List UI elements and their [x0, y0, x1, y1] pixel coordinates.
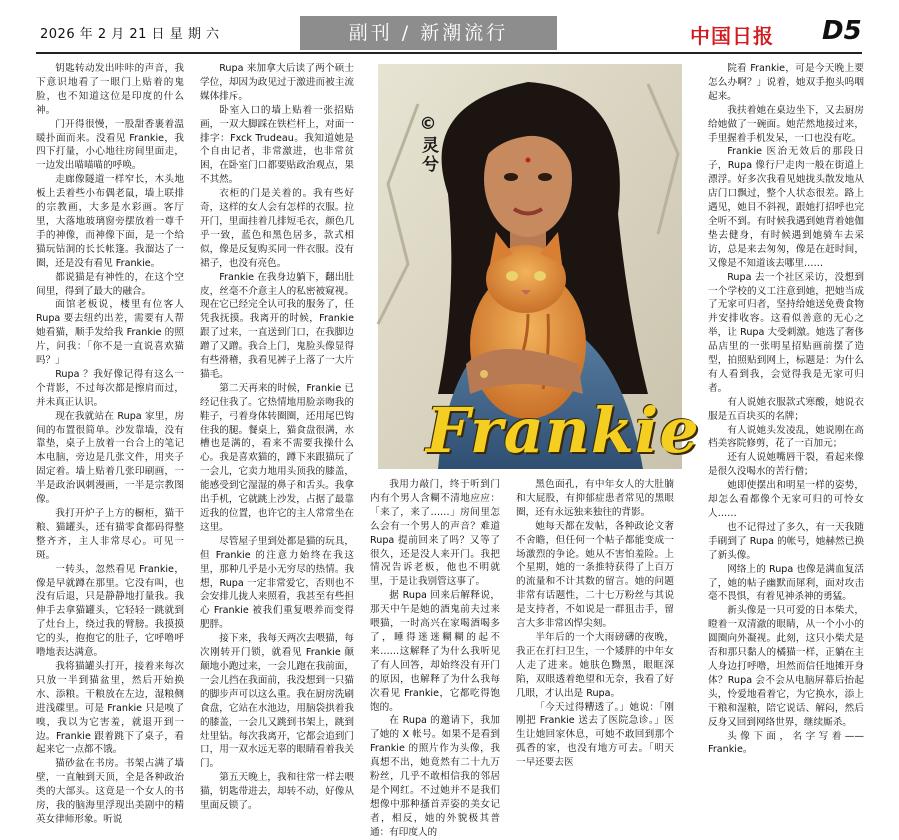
paragraph: 现在我就站在 Rupa 家里，房间的布置很简单。沙发靠墙，没有靠垫，桌子上放着一台合上的笔记本电脑，旁边是几张文件，用夹子固定着。墙上贴着几张印刷画，一半是政治讽刺漫画，一半是宗教图像。	[36, 410, 184, 506]
paragraph: 新头像是一只可爱的日本柴犬，瞪着一双清澈的眼睛，从一个小小的圆圈向外凝视。此刻，这只小柴犬是否和那只黏人的橘猫一样，正躺在主人身边打呼噜，坦然而信任地摊开身体？Rupa 会不会从电脑屏幕后抬起头，怜爱地看着它，为它换水，添上干粮和湿粮，陪它说话、解闷，然后反身又回到网络世界，继续厮杀。	[708, 605, 864, 728]
paragraph: Frankie 医治无效后的那段日子，Rupa 像行尸走肉一般在街道上漂浮。好多次我看见她拢头散发地从店门口飘过，整个人状态很差。路上遇见，她目不斜视，跟她打招呼也完全听不到。有时候我遇到她背着她伽垫去健身，有时候遇到她骑车去采访，总是来去匆匆，像是在赶时间，又像是不知道该去哪里……	[708, 146, 864, 269]
article-column-3	[370, 478, 500, 838]
paragraph: 有人说她头发凌乱，她说刚在高档美容院修剪，花了一百加元；	[708, 424, 864, 450]
paragraph: 有人说她衣服款式寒酸，她说衣服是五百块买的名牌；	[708, 396, 864, 422]
article-column-1	[36, 62, 184, 825]
paragraph: Rupa 来加拿大后读了两个硕士学位，却因为政见过于激进而被主流媒体排斥。	[200, 63, 354, 102]
paragraph: 门开得很慢，一股甜香裹着温暖扑面而来。没看见 Frankie，我四下打量，小心地往房间里面走，一边发出喵喵喵的呼唤。	[36, 118, 184, 172]
paragraph: Frankie 在我身边躺下，翻出肚皮，丝毫不介意主人的私密被窥视。现在它已经完全认可我的服务了，任凭我抚摸。我离开的时候，Frankie 跟了过来，一直送到门口，在我脚边蹭了又蹭。我合上门，鬼脸头像显得有些滑稽，我看见裤子上落了一大片猫毛。	[200, 271, 354, 380]
artist-credit: ©灵兮	[418, 114, 438, 174]
paragraph: 她即使摆出和明星一样的姿势，却怎么看都像个无家可归的可怜女人……	[708, 480, 864, 519]
paragraph: 网络上的 Rupa 也像是满血复活了，她的帖子幽默而犀利，面对攻击毫不畏惧，有着见神杀神的勇猛。	[708, 563, 864, 603]
paragraph: 黑色面孔，有中年女人的大肚腩和大屁股，有抑郁症患者常见的黑眼圈，还有永远独来独往的背影。	[516, 479, 674, 518]
paragraph: 接下来，我每天两次去喂猫，每次刚转开门锁，就看见 Frankie 颠颠地小跑过来，一会儿跑在我前面，一会儿挡在我面前，我没想到一只猫的脚步声可以这么重。我在厨房洗刷食盘，它站在水池边，用脑袋拱着我的膝盖，一会儿又跳到书架上，跳到灶里钻。每次我离开，它都会追到门口，用一双水远无辜的眼睛看着我关门。	[200, 633, 354, 770]
paragraph: 在 Rupa 的邀请下，我加了她的 X 帐号。如果不是看到 Frankie 的照片作为头像，我真想不出，她竟然有二十九万粉丝，几乎不敢相信我的邻居是个网红。不过她并不是我们想像中那种搔首弄姿的美女记者，相反，她的外貌极其普通：有印度人的	[370, 715, 500, 838]
paragraph: 走廊像隧道一样窄长，木头地板上丢着些小布偶老鼠，墙上联排的宗教画，大多是水彩画。客厅里，大落地玻璃窗旁摆放着一尊千手的神像，而神像下面，是一个给猫玩钻洞的长长帐篷。我溜达了一圈，还是没有看见 Frankie。	[36, 174, 184, 269]
paragraph: 面馆老板说，楼里有位客人 Rupa 要去纽约出差，需要有人帮她看猫，顺手发给我 Frankie 的照片，问我：「你不是一直说喜欢猫吗？」	[36, 299, 184, 367]
article-column-4	[516, 478, 674, 807]
paragraph: 据 Rupa 回来后解释说，那天中午是她的酒鬼前夫过来喂猫，一时高兴在家喝酒喝多了，睡得迷迷糊糊的起不来……这解释了为什么我听见了有人回答，却始终没有开门的原因，也解释了为什么我每次看见 Frankie，它都吃得饱饱的。	[370, 590, 500, 713]
page-number: D5	[822, 16, 862, 46]
header-rule	[36, 52, 862, 54]
paragraph: 卧室入口的墙上贴着一张招贴画，一双大脚踩在铁栏杆上，对面一排字：Fxck Trudeau。我知道她是个自由记者，非常激进，也非常贫困，在卧室门口都要贴政治观点，果不其然。	[200, 104, 354, 186]
paragraph: Rupa ？我好像记得有这么一个背影，不过每次都是擦肩而过，并未真正认识。	[36, 368, 184, 408]
paragraph: 我打开炉子上方的橱柜，猫干粮、猫罐头，还有猫零食都码得整整齐齐，主人非常尽心。可见一斑。	[36, 508, 184, 561]
paragraph: 第二天再来的时候，Frankie 已经记住我了。它热情地用脸亲吻我的鞋子，弓着身体转圈圈，还用尾巴钩住我的腿。餐桌上，猫食盘很满，水槽也是满的，看来不需要我操什么心。我是喜欢猫的，蹲下来跟猫玩了一会儿，它卖力地用头顶我的膝盖，能感受到它湿湿的鼻子和舌头。我拿出手机，它就跳上沙发，占据了最靠近我的位置，也许它的主人常常坐在这里。	[200, 382, 354, 533]
paragraph: 猫砂盆在书房。书架占满了墙壁，一直触到天顶，全是各种政治类的大部头。这竟是一个女人的书房，我的脑海里浮现出美剧中的精英女律师形象。听说	[36, 758, 184, 825]
paragraph: 我扶着她在桌边坐下，又去厨房给她做了一碗面。她茫然地接过来，手里握着手机发呆，一口也没有吃。	[708, 104, 864, 144]
paragraph: 衣柜的门是关着的。我有些好奇，这样的女人会有怎样的衣服。拉开门，里面挂着几排短毛衣，颜色几乎一致，蓝色和黑色居多，款式相似，像是反复购买同一件衣服。没有裙子，也没有亮色。	[200, 188, 354, 269]
paragraph: 头像下面，名字写着——Frankie。	[708, 730, 864, 756]
paragraph: 她每天都在发帖，各种政论文奢不舍瞻，但任何一个帖子都能变成一场激烈的争论。她从不害怕羞险。上个星期，她的一条推特获得了上百万的流量和不计其数的留言。她的问题非常有话题性，二十七万粉丝与其说是支持者，不如说是一群狙击手，留言大多非常凶悍尖刻。	[516, 520, 674, 630]
paragraph: 也不记得过了多久，有一天我随手刷到了 Rupa 的帐号，她赫然已换了新头像。	[708, 521, 864, 561]
paragraph: 第五天晚上，我和往常一样去喂猫，钥匙带进去，却转不动，好像从里面反锁了。	[200, 772, 354, 812]
paragraph: 我用力敲门，终于听到门内有个男人含糊不清地应应：「来了，来了……」房间里怎么会有一个男人的声音？难道 Rupa 提前回来了吗？又等了很久，还是没人来开门。我把情况告诉老板，他也不明就里，于是让我别管这事了。	[370, 479, 500, 588]
page-header	[0, 0, 899, 50]
issue-date: 2026 年 2 月 21 日 星 期 六	[40, 27, 220, 42]
paragraph: 「今天过得糟透了。」她说：「刚刚把 Frankie 送去了医院急诊。」医生让她回家休息，可她不敢回到那个孤香的家，也没有地方可去。「明天一早还要去医	[516, 701, 674, 769]
article-column-5	[708, 62, 864, 807]
paragraph: 我将猫罐头打开，接着来每次只放一半到猫盆里，然后开始换水、添粮。干粮放在左边，湿粮侧进浅碟里。可是 Frankie 只是嗅了嗅，我以为它害羞，就退开到一边。Frankie 跟着跳下了桌子，看起来它一点都不饿。	[36, 660, 184, 756]
paragraph: 钥匙转动发出咔咔的声音，我下意识地看了一眼门上贴着的鬼脸，也不知道这位是印度的什么神。	[36, 63, 184, 116]
paragraph: 尽管屋子里到处都是猫的玩具，但 Frankie 的注意力始终在我这里，那种几乎是小无穷尽的热情。我想，Rupa 一定非常爱它，否则也不会安排儿拢人来照看，我甚至有些担心 Frankie 被我们重复喂养而变得肥胖。	[200, 535, 354, 631]
paragraph: 一转头，忽然看见 Frankie，像是早就蹲在那里。它没有叫，也没有后退，只是静静地打量我。我伸手去拿猫罐头，它轻轻一跳就到了灶台上，绕过我的臂膀。我摸摸它的头，抱抱它的肚子，它呼噜呼噜地表达满意。	[36, 563, 184, 659]
paragraph: 都说猫是有神性的，在这个空间里，得到了最大的融合。	[36, 271, 184, 297]
paragraph: 还有人说她嘴唇干裂，看起来像是很久没喝水的苦行僧；	[708, 452, 864, 478]
illustration	[378, 64, 700, 469]
paragraph: 半年后的一个大雨磅礴的夜晚，我正在打扫卫生，一个矮胖的中年女人走了进来。她肤色黝黑，眼眶深陷，双眼透着绝望和无奈，我看了好几眼，才认出是 Rupa。	[516, 631, 674, 699]
paragraph: 院看 Frankie，可是今天晚上要怎么办啊？」说着，她双手抱头呜咽起来。	[708, 63, 864, 102]
newspaper-name: 中国日报	[690, 24, 774, 48]
section-banner: 副刊 / 新潮流行	[300, 16, 557, 50]
paragraph: Rupa 去一个社区采访，没想到一个学校的义工注意到她，把她当成了无家可归者，坚持给她送免费食物并安排收容。这看似善意的无心之举，让 Rupa 大受刺激。她选了奢侈品店里的一张明星招贴画前摆了造型，拍照贴到网上，标题是：为什么有人看到我，会觉得我是无家可归者。	[708, 271, 864, 394]
article-column-2	[200, 62, 354, 812]
artwork-title: Frankie	[426, 394, 700, 467]
